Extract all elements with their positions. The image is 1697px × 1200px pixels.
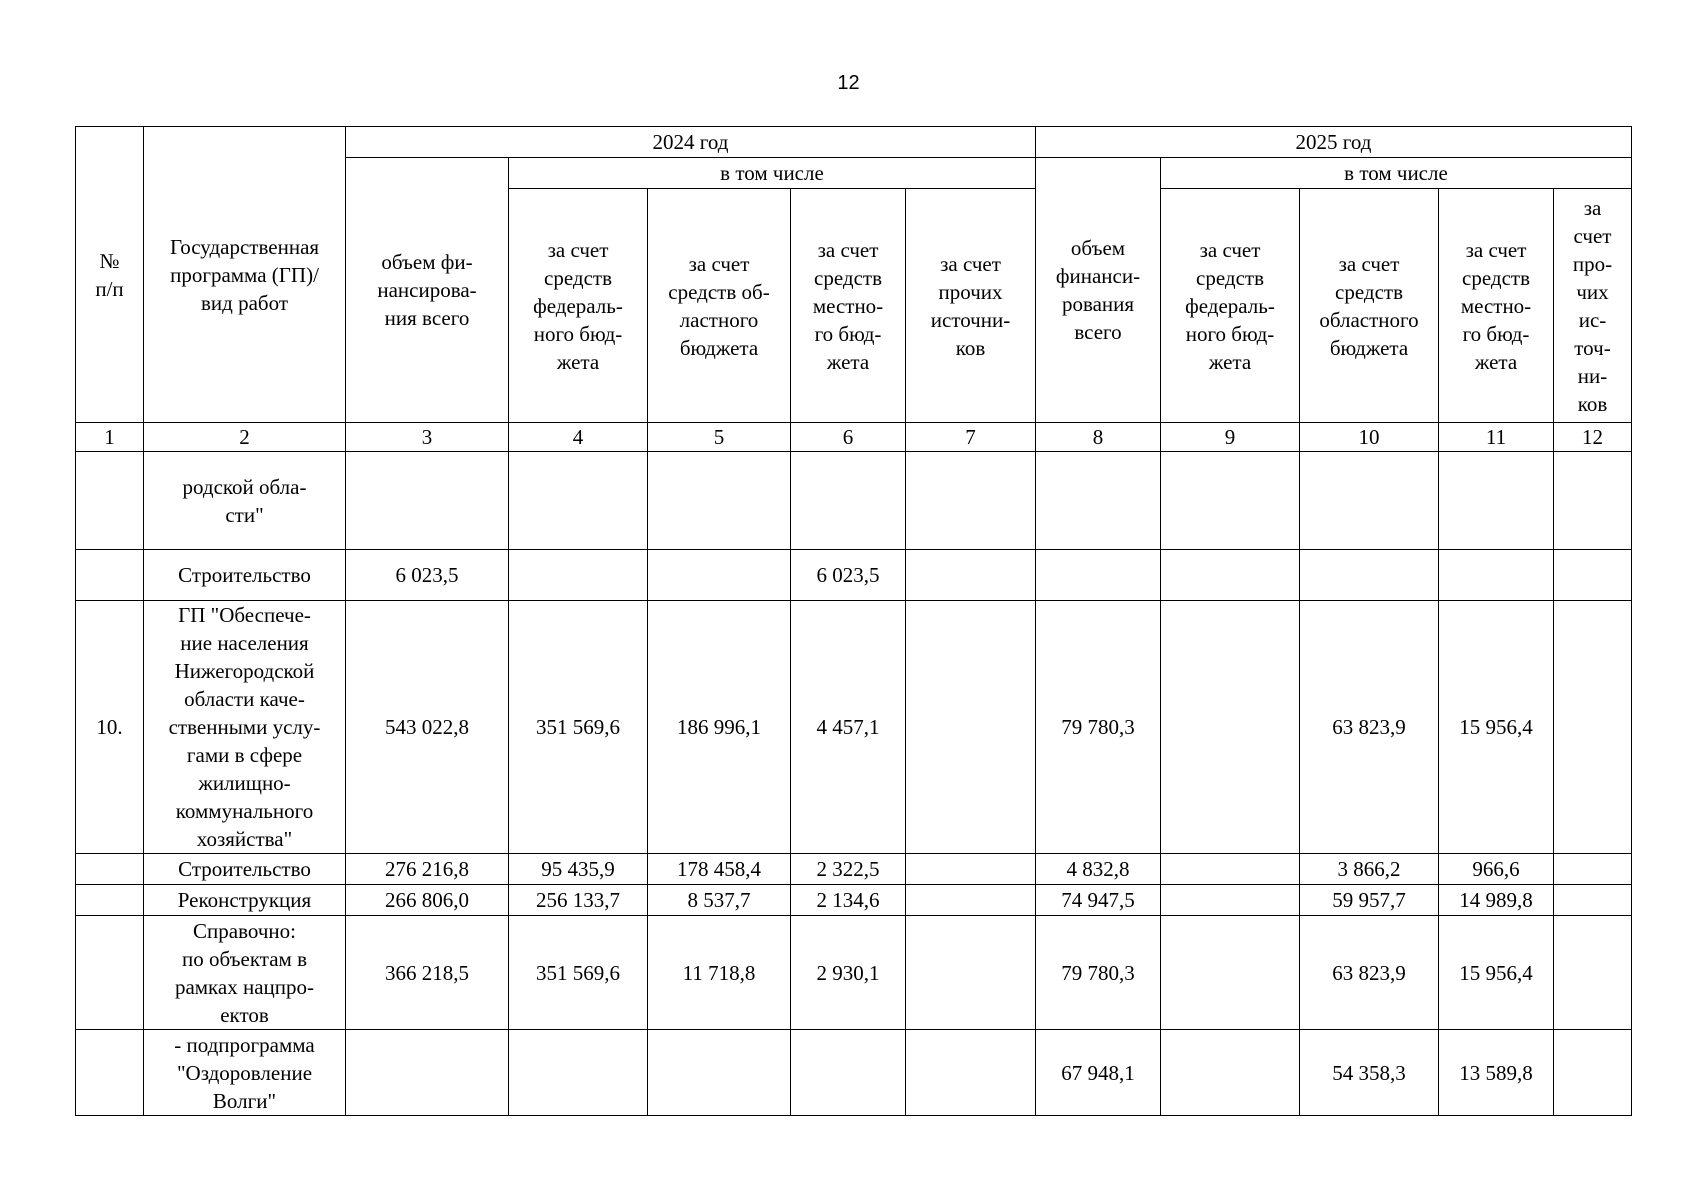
cell-federal-2025 [1161,452,1300,550]
cell-federal-2024: 95 435,9 [509,854,648,885]
table-row [76,854,1632,885]
row-name: Строительство [144,854,346,885]
cell-total-2025 [1036,550,1161,601]
cell-total-2024: 543 022,8 [346,601,509,854]
financing-table [75,126,1632,1116]
row-num [76,1030,144,1116]
cell-local-2025 [1439,550,1554,601]
cell-regional-2024 [648,452,791,550]
col-number: 5 [648,423,791,452]
cell-local-2025: 15 956,4 [1439,601,1554,854]
cell-regional-2025 [1300,452,1439,550]
cell-total-2025: 67 948,1 [1036,1030,1161,1116]
header-total-2024: объем фи- нансирова- ния всего [346,158,509,423]
cell-total-2025: 4 832,8 [1036,854,1161,885]
table-row [76,916,1632,1030]
cell-regional-2024: 11 718,8 [648,916,791,1030]
cell-other-2025 [1554,452,1632,550]
header-other-2024: за счет прочих источни- ков [906,189,1036,423]
cell-other-2024 [906,550,1036,601]
header-program: Государственная программа (ГП)/ вид работ [144,127,346,423]
header-local-2024: за счет средств местно- го бюд- жета [791,189,906,423]
cell-regional-2025: 63 823,9 [1300,916,1439,1030]
header-local-2025: за счет средств местно- го бюд- жета [1439,189,1554,423]
cell-other-2024 [906,854,1036,885]
cell-total-2025: 74 947,5 [1036,885,1161,916]
row-name: Справочно: по объектам в рамках нацпро- ектов [144,916,346,1030]
col-number: 2 [144,423,346,452]
cell-federal-2025 [1161,601,1300,854]
table-row [76,1030,1632,1116]
cell-local-2024: 2 322,5 [791,854,906,885]
col-number: 10 [1300,423,1439,452]
cell-total-2025: 79 780,3 [1036,916,1161,1030]
header-year-2024: 2024 год [346,127,1036,158]
cell-federal-2024: 351 569,6 [509,601,648,854]
col-number: 4 [509,423,648,452]
header-including-2025: в том числе [1161,158,1632,189]
cell-regional-2025: 3 866,2 [1300,854,1439,885]
col-number: 8 [1036,423,1161,452]
header-num: № п/п [76,127,144,423]
cell-regional-2025: 54 358,3 [1300,1030,1439,1116]
row-num [76,452,144,550]
cell-local-2025: 14 989,8 [1439,885,1554,916]
cell-other-2024 [906,885,1036,916]
cell-local-2025: 13 589,8 [1439,1030,1554,1116]
cell-total-2024: 266 806,0 [346,885,509,916]
cell-local-2025 [1439,452,1554,550]
cell-total-2024: 276 216,8 [346,854,509,885]
cell-regional-2024: 8 537,7 [648,885,791,916]
cell-regional-2025: 63 823,9 [1300,601,1439,854]
cell-total-2024 [346,1030,509,1116]
table-row [76,550,1632,601]
col-number: 6 [791,423,906,452]
header-including-2024: в том числе [509,158,1036,189]
cell-local-2024: 6 023,5 [791,550,906,601]
cell-federal-2025 [1161,550,1300,601]
row-name: Реконструкция [144,885,346,916]
table-row [76,885,1632,916]
cell-regional-2024: 178 458,4 [648,854,791,885]
column-numbers-row [76,423,1632,452]
cell-local-2025: 15 956,4 [1439,916,1554,1030]
cell-total-2024: 6 023,5 [346,550,509,601]
row-name: ГП "Обеспече- ние населения Нижегородской области каче- ственными услу- гами в сфере жилищно- коммунального хозяйства" [144,601,346,854]
cell-federal-2024 [509,452,648,550]
header-federal-2024: за счет средств федераль- ного бюд- жета [509,189,648,423]
col-number: 7 [906,423,1036,452]
table-row [76,452,1632,550]
row-num [76,854,144,885]
cell-other-2024 [906,1030,1036,1116]
cell-local-2024 [791,452,906,550]
cell-other-2025 [1554,1030,1632,1116]
cell-regional-2024 [648,550,791,601]
cell-local-2025: 966,6 [1439,854,1554,885]
cell-local-2024 [791,1030,906,1116]
col-number: 12 [1554,423,1632,452]
table-row [76,601,1632,854]
cell-federal-2025 [1161,854,1300,885]
row-name: - подпрограмма "Оздоровление Волги" [144,1030,346,1116]
header-other-2025: за счет про- чих ис- точ- ни- ков [1554,189,1632,423]
cell-other-2025 [1554,885,1632,916]
cell-local-2024: 4 457,1 [791,601,906,854]
cell-other-2024 [906,916,1036,1030]
cell-regional-2025: 59 957,7 [1300,885,1439,916]
cell-total-2024 [346,452,509,550]
row-num: 10. [76,601,144,854]
col-number: 11 [1439,423,1554,452]
row-num [76,916,144,1030]
cell-other-2025 [1554,854,1632,885]
cell-federal-2024: 256 133,7 [509,885,648,916]
row-num [76,550,144,601]
cell-local-2024: 2 134,6 [791,885,906,916]
header-regional-2025: за счет средств областного бюджета [1300,189,1439,423]
cell-federal-2024: 351 569,6 [509,916,648,1030]
cell-total-2025 [1036,452,1161,550]
header-total-2025: объем финанси- рования всего [1036,158,1161,423]
page-number: 12 [837,72,860,94]
cell-federal-2025 [1161,885,1300,916]
cell-other-2024 [906,452,1036,550]
cell-other-2025 [1554,550,1632,601]
row-name: Строительство [144,550,346,601]
cell-regional-2025 [1300,550,1439,601]
cell-local-2024: 2 930,1 [791,916,906,1030]
cell-other-2025 [1554,916,1632,1030]
header-regional-2024: за счет средств об- ластного бюджета [648,189,791,423]
row-num [76,885,144,916]
cell-total-2025: 79 780,3 [1036,601,1161,854]
cell-other-2025 [1554,601,1632,854]
cell-federal-2024 [509,1030,648,1116]
cell-federal-2025 [1161,1030,1300,1116]
header-federal-2025: за счет средств федераль- ного бюд- жета [1161,189,1300,423]
header-year-2025: 2025 год [1036,127,1632,158]
cell-federal-2025 [1161,916,1300,1030]
cell-regional-2024: 186 996,1 [648,601,791,854]
row-name: родской обла- сти" [144,452,346,550]
cell-regional-2024 [648,1030,791,1116]
cell-total-2024: 366 218,5 [346,916,509,1030]
cell-other-2024 [906,601,1036,854]
col-number: 1 [76,423,144,452]
col-number: 3 [346,423,509,452]
cell-federal-2024 [509,550,648,601]
col-number: 9 [1161,423,1300,452]
